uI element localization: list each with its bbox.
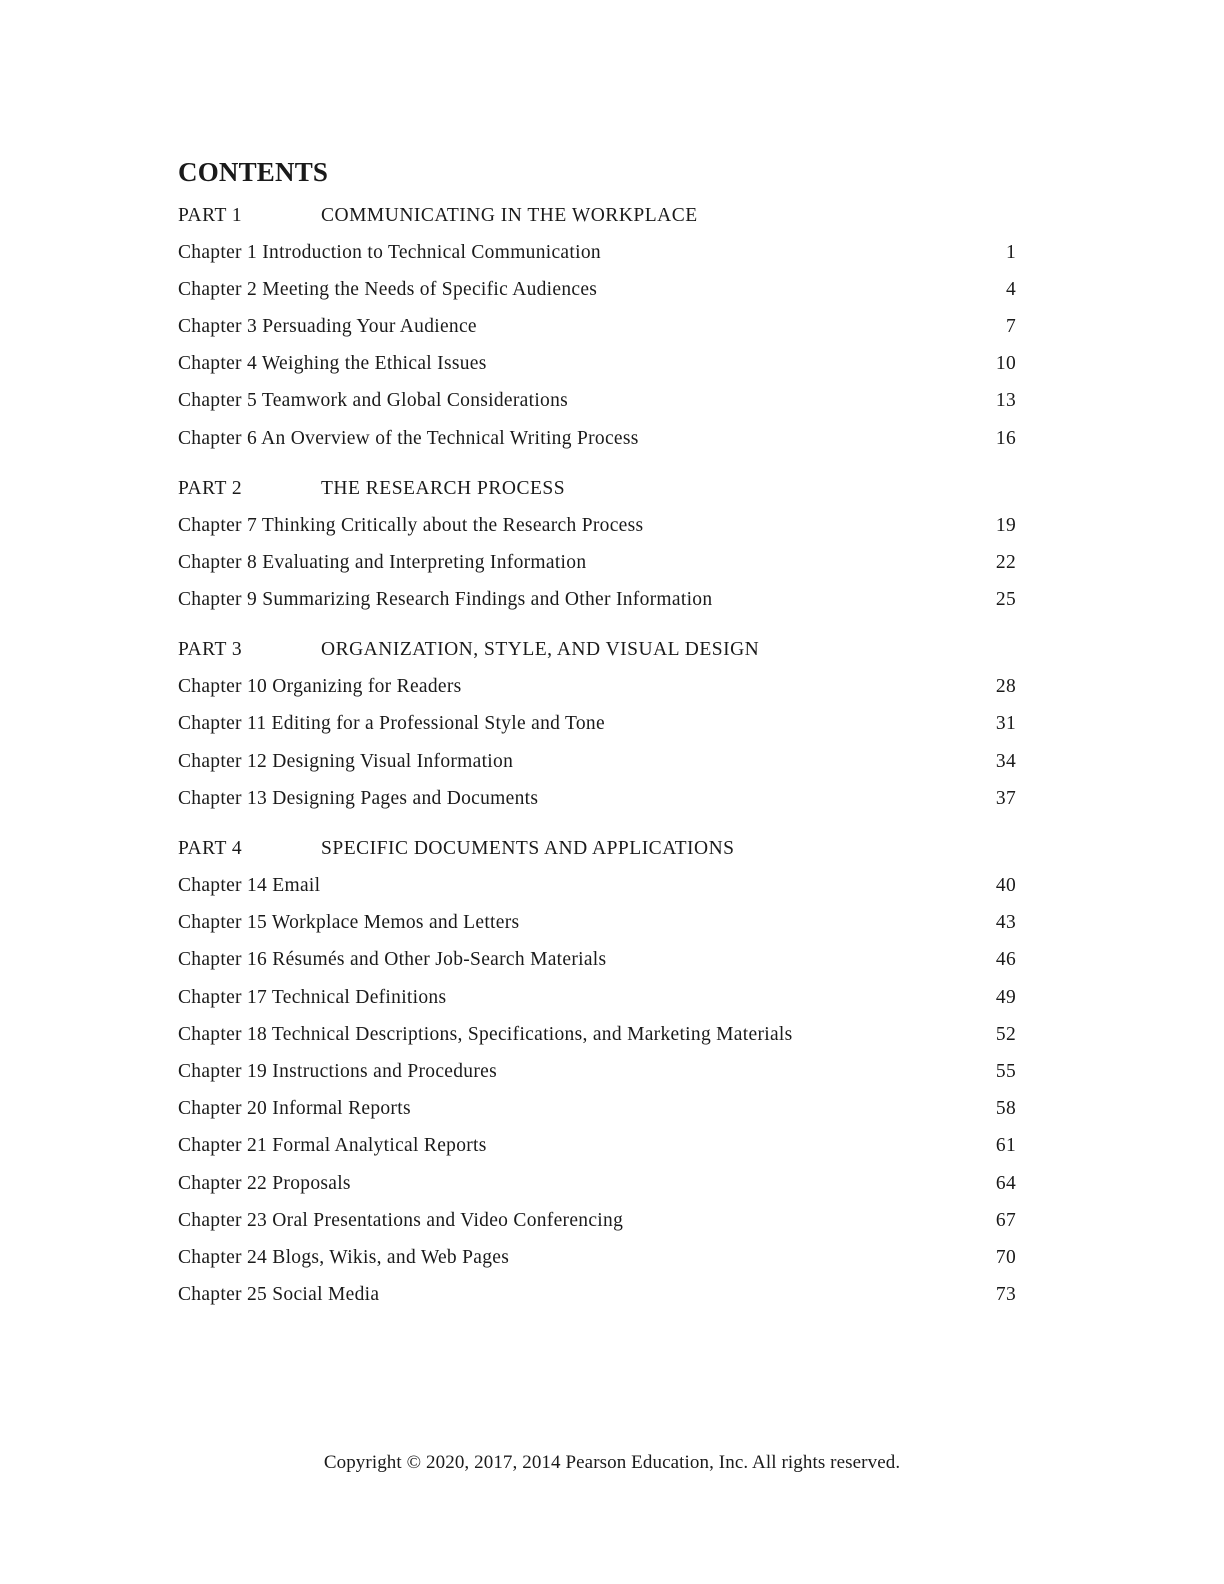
chapter-title: Chapter 21 Formal Analytical Reports	[178, 1135, 487, 1157]
chapter-title: Chapter 14 Email	[178, 875, 321, 897]
toc-entry[interactable]	[178, 942, 1016, 979]
page-number: 58	[995, 1098, 1016, 1120]
toc-entry[interactable]	[178, 507, 1016, 544]
toc-entry[interactable]	[178, 1202, 1016, 1239]
chapter-title: Chapter 8 Evaluating and Interpreting Information	[178, 551, 587, 573]
toc-entry[interactable]	[178, 582, 1016, 619]
toc-entry[interactable]	[178, 234, 1016, 271]
part-1-section	[178, 197, 1016, 457]
part-label: PART 4	[178, 837, 243, 859]
toc-entry[interactable]	[178, 1016, 1016, 1053]
page-number: 22	[995, 551, 1016, 573]
toc-entry[interactable]	[178, 420, 1016, 457]
page-number: 43	[995, 912, 1016, 934]
chapter-title: Chapter 15 Workplace Memos and Letters	[178, 912, 520, 934]
chapter-title: Chapter 7 Thinking Critically about the Research Process	[178, 514, 644, 536]
page-number: 46	[995, 949, 1016, 971]
toc-entry[interactable]	[178, 383, 1016, 420]
page-number: 19	[995, 514, 1016, 536]
part-title: ORGANIZATION, STYLE, AND VISUAL DESIGN	[321, 639, 760, 661]
page-number: 70	[995, 1246, 1016, 1268]
toc-entry[interactable]	[178, 669, 1016, 706]
page-number: 10	[995, 353, 1016, 375]
page-title: CONTENTS	[178, 157, 329, 187]
toc-entry[interactable]	[178, 1091, 1016, 1128]
part-4-section	[178, 830, 1016, 1313]
chapter-title: Chapter 13 Designing Pages and Documents	[178, 787, 539, 809]
copyright-footer: Copyright © 2020, 2017, 2014 Pearson Education, Inc. All rights reserved.	[323, 1452, 901, 1473]
page-number: 40	[995, 875, 1016, 897]
page-number: 64	[995, 1172, 1016, 1194]
page-number: 37	[995, 787, 1016, 809]
page-number: 7	[1005, 315, 1016, 337]
chapter-title: Chapter 4 Weighing the Ethical Issues	[178, 353, 487, 375]
part-title: SPECIFIC DOCUMENTS AND APPLICATIONS	[321, 837, 735, 859]
part-heading	[178, 470, 1016, 507]
toc-entry[interactable]	[178, 1239, 1016, 1276]
chapter-title: Chapter 25 Social Media	[178, 1284, 380, 1306]
toc-entry[interactable]	[178, 1128, 1016, 1165]
chapter-title: Chapter 1 Introduction to Technical Communication	[178, 241, 601, 263]
part-heading	[178, 197, 1016, 234]
toc-entry[interactable]	[178, 271, 1016, 308]
chapter-title: Chapter 17 Technical Definitions	[178, 986, 447, 1008]
chapter-title: Chapter 12 Designing Visual Information	[178, 750, 514, 772]
page-number: 49	[995, 986, 1016, 1008]
part-title: COMMUNICATING IN THE WORKPLACE	[321, 204, 698, 226]
page-number: 1	[1005, 241, 1016, 263]
toc-entry[interactable]	[178, 544, 1016, 581]
chapter-title: Chapter 9 Summarizing Research Findings and Other Information	[178, 589, 713, 611]
chapter-title: Chapter 20 Informal Reports	[178, 1098, 411, 1120]
chapter-title: Chapter 10 Organizing for Readers	[178, 676, 462, 698]
page-number: 13	[995, 390, 1016, 412]
toc-entry[interactable]	[178, 743, 1016, 780]
toc-entry[interactable]	[178, 1165, 1016, 1202]
toc-entry[interactable]	[178, 1277, 1016, 1314]
part-3-section	[178, 632, 1016, 818]
chapter-title: Chapter 19 Instructions and Procedures	[178, 1060, 497, 1082]
toc-entry[interactable]	[178, 979, 1016, 1016]
chapter-title: Chapter 18 Technical Descriptions, Specifications, and Marketing Materials	[178, 1023, 793, 1045]
page-number: 16	[995, 427, 1016, 449]
toc-entry[interactable]	[178, 706, 1016, 743]
page-number: 61	[995, 1135, 1016, 1157]
toc-entry[interactable]	[178, 308, 1016, 345]
part-label: PART 1	[178, 204, 243, 226]
toc-entry[interactable]	[178, 346, 1016, 383]
page-number: 31	[995, 713, 1016, 735]
part-title: THE RESEARCH PROCESS	[321, 477, 566, 499]
chapter-title: Chapter 11 Editing for a Professional Style and Tone	[178, 713, 605, 735]
part-2-section	[178, 470, 1016, 619]
page-number: 28	[995, 676, 1016, 698]
chapter-title: Chapter 16 Résumés and Other Job-Search Materials	[178, 949, 607, 971]
chapter-title: Chapter 22 Proposals	[178, 1172, 351, 1194]
part-label: PART 3	[178, 639, 243, 661]
page-number: 55	[995, 1060, 1016, 1082]
page-number: 52	[995, 1023, 1016, 1045]
chapter-title: Chapter 2 Meeting the Needs of Specific Audiences	[178, 278, 598, 300]
chapter-title: Chapter 24 Blogs, Wikis, and Web Pages	[178, 1246, 510, 1268]
page-number: 34	[995, 750, 1016, 772]
page-number: 67	[995, 1209, 1016, 1231]
chapter-title: Chapter 6 An Overview of the Technical Writing Process	[178, 427, 639, 449]
chapter-title: Chapter 5 Teamwork and Global Considerations	[178, 390, 569, 412]
page-number: 4	[1005, 278, 1016, 300]
page-number: 73	[995, 1284, 1016, 1306]
part-label: PART 2	[178, 477, 243, 499]
part-heading	[178, 632, 1016, 669]
part-heading	[178, 830, 1016, 867]
table-of-contents	[178, 197, 1016, 1327]
chapter-title: Chapter 23 Oral Presentations and Video Conferencing	[178, 1209, 624, 1231]
toc-entry[interactable]	[178, 1053, 1016, 1090]
toc-entry[interactable]	[178, 867, 1016, 904]
chapter-title: Chapter 3 Persuading Your Audience	[178, 315, 477, 337]
toc-entry[interactable]	[178, 780, 1016, 817]
page-number: 25	[995, 589, 1016, 611]
toc-entry[interactable]	[178, 905, 1016, 942]
